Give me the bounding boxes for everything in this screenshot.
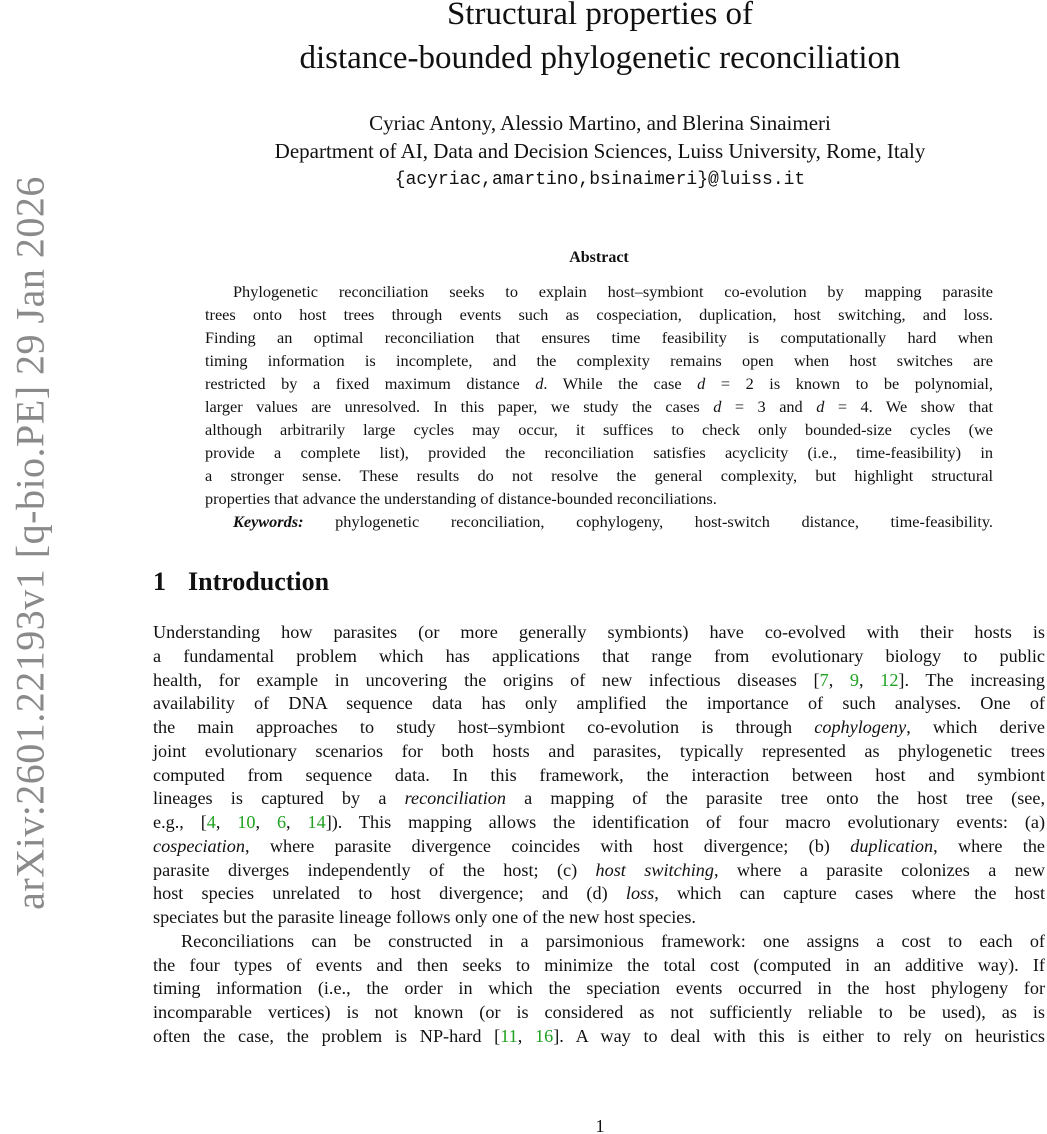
citation-link[interactable]: 9 [849, 669, 859, 690]
paper-title-line-1: Structural properties of [446, 0, 754, 32]
text-line [205, 395, 993, 418]
text-line [153, 835, 1045, 859]
text-segment: speciates but the parasite lineage follows only one of the new host species. [153, 907, 696, 927]
section-number: 1 [153, 567, 166, 596]
affiliation: Department of AI, Data and Decision Sciences, Luiss University, Rome, Italy [274, 139, 926, 163]
text-line [205, 510, 993, 533]
text-segment: larger values are unresolved. In this paper, we study the cases [205, 397, 714, 416]
text-segment: d [697, 374, 706, 393]
text-line [205, 372, 993, 395]
text-segment: restricted by a fixed maximum distance [205, 374, 536, 393]
citation-link[interactable]: 14 [307, 812, 326, 832]
arxiv-identifier-stamp: arXiv:2601.22193v1 [q-bio.PE] 29 Jan 2026 [7, 176, 53, 910]
text-segment: , where the [933, 835, 1045, 856]
abstract-heading: Abstract [569, 249, 629, 266]
text-segment: often the case, the problem is NP-hard [ [153, 1025, 501, 1046]
paper-title-line-2: distance-bounded phylogenetic reconciliation [299, 40, 901, 76]
text-segment: = 3 and [721, 397, 817, 416]
text-segment: , which derive [906, 717, 1045, 737]
text-line [153, 882, 1045, 906]
text-segment: the main approaches to study host–symbiont co-evolution is through [153, 717, 815, 737]
text-line [205, 326, 993, 349]
text-segment: . While the case [543, 374, 698, 393]
text-segment: , which can capture cases where the host [654, 883, 1045, 904]
text-segment: , [859, 669, 881, 690]
section-title: Introduction [188, 567, 330, 596]
citation-link[interactable]: 11 [500, 1025, 518, 1046]
text-segment: parasite diverges independently of the host; (c) [153, 859, 596, 880]
text-segment: d [535, 374, 544, 393]
text-line [205, 280, 993, 303]
text-segment: duplication [850, 835, 934, 856]
text-line [153, 787, 1045, 811]
text-segment: a mapping of the parasite tree onto the host tree (see, [505, 788, 1045, 809]
text-line [153, 692, 1045, 716]
citation-link[interactable]: 16 [535, 1025, 554, 1046]
text-segment: ]. A way to deal with this is either to rely on heuristics [553, 1025, 1046, 1046]
text-segment: a fundamental problem which has applications that range from evolutionary biology to public [153, 645, 1045, 666]
text-segment: , [255, 812, 277, 832]
text-segment: , [517, 1025, 536, 1046]
section-heading [153, 567, 351, 597]
text-segment: = 4. We show that [824, 397, 993, 416]
citation-link[interactable]: 12 [880, 669, 899, 690]
text-segment: a stronger sense. These results do not resolve the general complexity, but highlight structural [205, 466, 993, 485]
text-line [205, 441, 993, 464]
text-line [153, 716, 1045, 740]
citation-link[interactable]: 6 [276, 812, 287, 832]
text-segment: host species unrelated to host divergence; and (d) [153, 883, 626, 904]
text-line [153, 669, 1045, 693]
text-segment: Phylogenetic reconciliation seeks to explain host–symbiont co-evolution by mapping parasite [233, 282, 993, 301]
text-segment: , where a parasite colonizes a new [713, 859, 1045, 880]
text-segment: trees onto host trees through events such as cospeciation, duplication, host switching, and loss. [205, 305, 993, 324]
text-line [205, 303, 993, 326]
text-segment: Finding an optimal reconciliation that ensures time feasibility is computationally hard when [205, 328, 993, 347]
authors: Cyriac Antony, Alessio Martino, and Blerina Sinaimeri [369, 111, 831, 135]
text-line [153, 977, 1045, 1001]
text-segment: , [828, 669, 850, 690]
text-line [153, 740, 1045, 764]
text-line [153, 1025, 1045, 1049]
text-segment: provide a complete list), provided the reconciliation satisfies acyclicity (i.e., time-feasibility) in [205, 443, 993, 462]
text-line [153, 621, 1045, 645]
text-segment: incomparable vertices) is not known (or is considered as not sufficiently reliable to be used), as is [153, 1002, 1045, 1022]
text-line [153, 906, 1045, 930]
text-segment: cophylogeny [814, 717, 907, 737]
text-segment: computed from sequence data. In this framework, the interaction between host and symbiont [153, 764, 1045, 785]
text-segment: Reconciliations can be constructed in a parsimonious framework: one assigns a cost to each of [181, 930, 1045, 951]
text-segment: timing information (i.e., the order in which the speciation events occurred in the host phylogeny for [153, 978, 1045, 999]
text-line [153, 645, 1045, 669]
citation-link[interactable]: 4 [206, 812, 216, 832]
text-line [153, 859, 1045, 883]
text-segment: timing information is incomplete, and the complexity remains open when host switches are [205, 351, 993, 370]
text-segment: e.g., [ [153, 812, 207, 832]
page-number: 1 [595, 1116, 605, 1134]
text-segment: , [286, 812, 308, 832]
text-line [153, 954, 1045, 978]
text-segment: phylogenetic reconciliation, cophylogeny, host-switch distance, time-feasibility. [303, 512, 993, 531]
text-segment: health, for example in uncovering the origins of new infectious diseases [ [153, 669, 820, 690]
text-segment: = 2 is known to be polynomial, [705, 374, 993, 393]
text-line [205, 464, 993, 487]
keywords-label: Keywords: [233, 512, 304, 531]
text-line [205, 349, 993, 372]
text-segment: although arbitrarily large cycles may occur, it suffices to check only bounded-size cycles (we [205, 420, 993, 439]
introduction-body [153, 621, 1045, 1049]
text-segment: properties that advance the understanding of distance-bounded reconciliations. [205, 489, 717, 508]
text-segment: loss [625, 883, 655, 904]
text-segment: availability of DNA sequence data has only amplified the importance of such analyses. One of [153, 693, 1045, 714]
text-line [153, 930, 1045, 954]
text-segment: d [713, 397, 722, 416]
author-emails: {acyriac,amartino,bsinaimeri}@luiss.it [394, 170, 806, 190]
text-segment: cospeciation [153, 835, 245, 856]
abstract-body [205, 280, 993, 533]
citation-link[interactable]: 7 [819, 669, 829, 690]
text-segment: d [816, 397, 825, 416]
text-line [153, 764, 1045, 788]
text-segment: ]). This mapping allows the identification of four macro evolutionary events: (a) [325, 812, 1046, 832]
text-segment: lineages is captured by a [153, 788, 405, 809]
text-segment: , where parasite divergence coincides with host divergence; (b) [244, 835, 851, 856]
text-segment: , [215, 812, 238, 832]
text-line [205, 487, 993, 510]
text-segment: the four types of events and then seeks to minimize the total cost (computed in an additive way). If [153, 954, 1045, 975]
citation-link[interactable]: 10 [237, 812, 256, 832]
text-segment: ]. The increasing [898, 669, 1046, 690]
text-line [153, 811, 1045, 835]
text-segment: reconciliation [404, 788, 506, 809]
text-line [205, 418, 993, 441]
text-segment: host switching [595, 859, 714, 880]
text-segment: Understanding how parasites (or more generally symbionts) have co-evolved with their hosts is [153, 622, 1045, 642]
text-line [153, 1001, 1045, 1025]
text-segment: joint evolutionary scenarios for both hosts and parasites, typically represented as phylogenetic trees [153, 740, 1045, 761]
